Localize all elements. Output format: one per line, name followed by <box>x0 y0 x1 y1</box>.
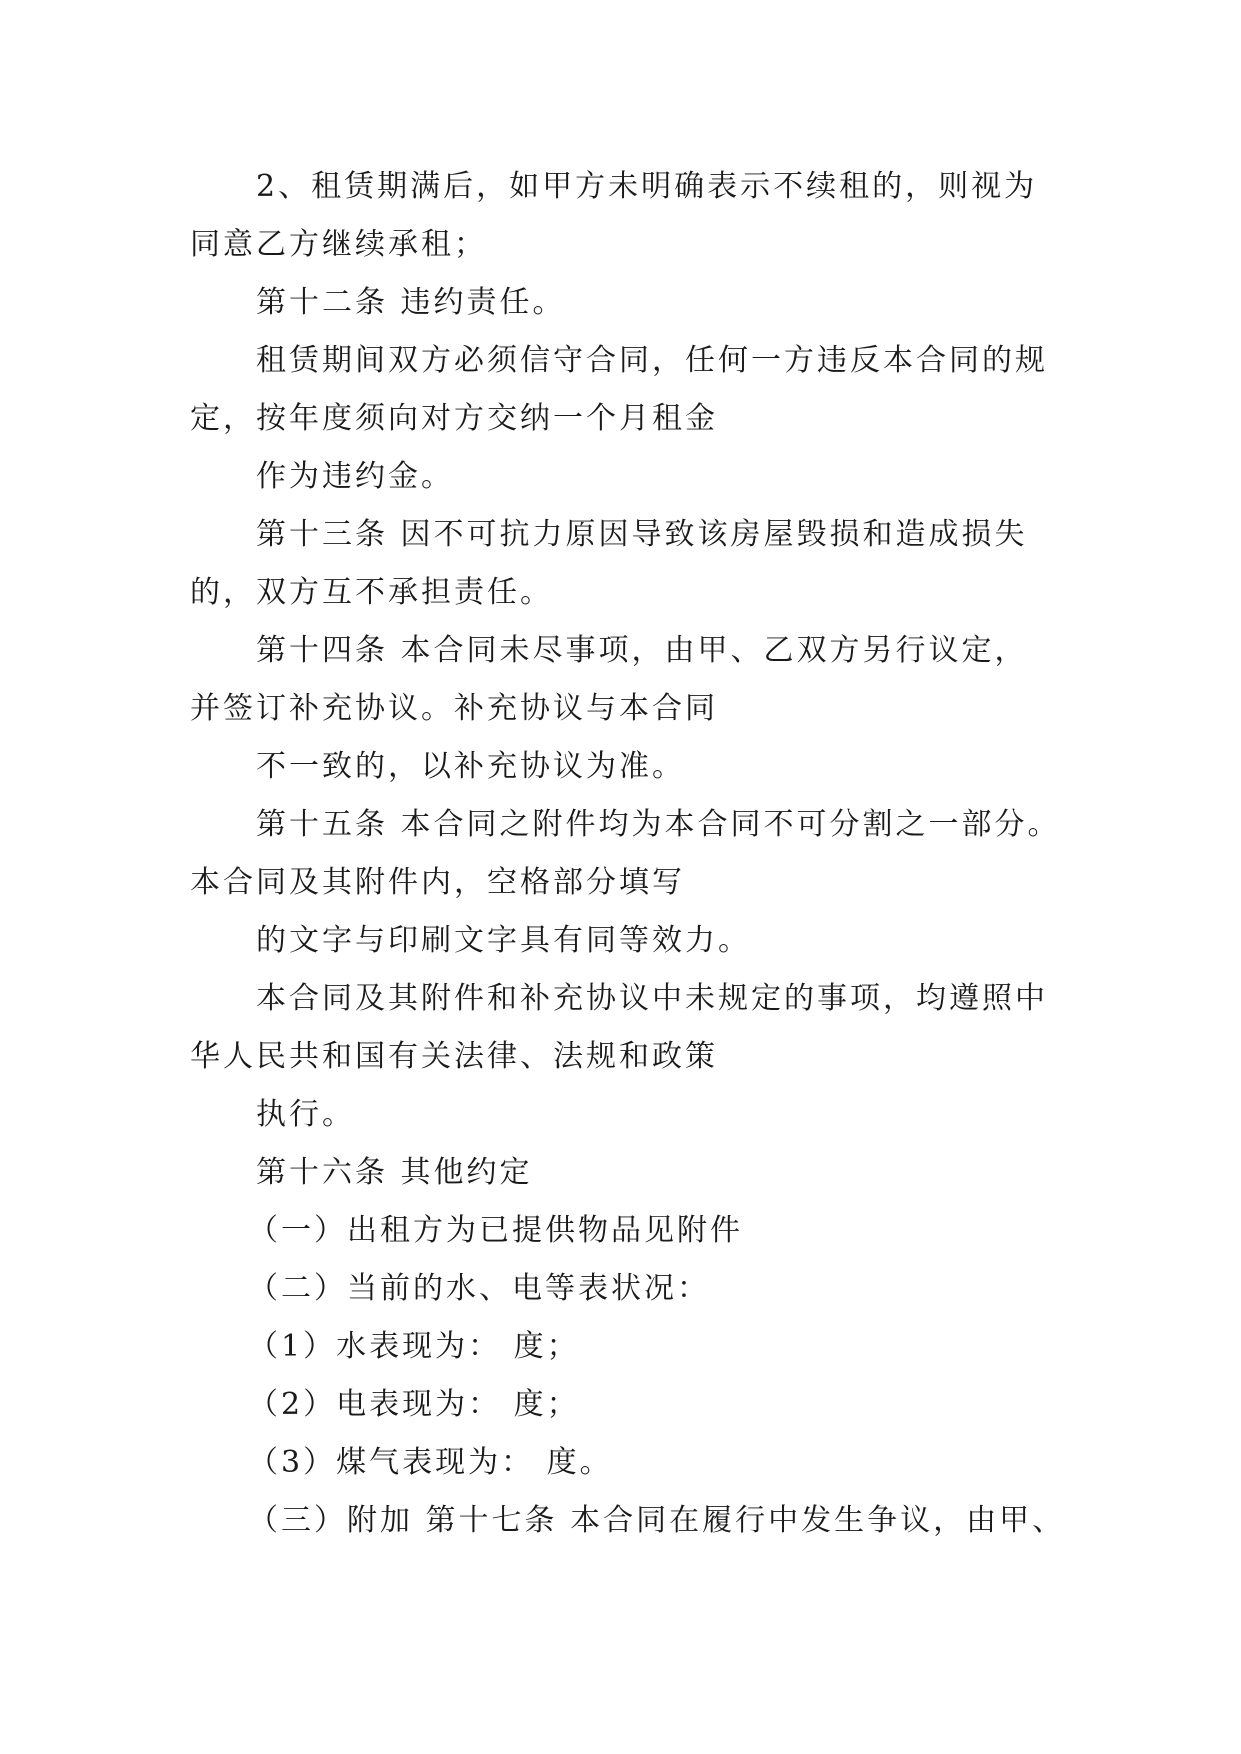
article-heading: 第十六条 其他约定 <box>256 1155 533 1190</box>
paragraph-line: 的文字与印刷文字具有同等效力。 <box>256 923 751 958</box>
paragraph-line: 的，双方互不承担责任。 <box>190 575 553 610</box>
article-heading: 第十五条 本合同之附件均为本合同不可分割之一部分。 <box>256 807 1061 842</box>
paragraph-line: 并签订补充协议。补充协议与本合同 <box>190 691 718 726</box>
paragraph-line: 2、租赁期满后，如甲方未明确表示不续租的，则视为 <box>256 169 1038 204</box>
list-item: （三）附加 第十七条 本合同在履行中发生争议，由甲、 <box>248 1503 1066 1538</box>
paragraph-line: 同意乙方继续承租； <box>190 227 487 262</box>
list-item: （3）煤气表现为： 度。 <box>248 1445 613 1480</box>
list-item: （二）当前的水、电等表状况： <box>248 1271 710 1306</box>
article-heading: 第十四条 本合同未尽事项，由甲、乙双方另行议定， <box>256 633 1028 668</box>
article-heading: 第十二条 违约责任。 <box>256 285 566 320</box>
paragraph-line: 本合同及其附件和补充协议中未规定的事项，均遵照中 <box>256 981 1048 1016</box>
paragraph-line: 不一致的，以补充协议为准。 <box>256 749 685 784</box>
paragraph-line: 作为违约金。 <box>256 459 454 494</box>
contract-text <box>190 158 1070 1550</box>
list-item: （2）电表现为： 度； <box>248 1387 580 1422</box>
paragraph-line: 华人民共和国有关法律、法规和政策 <box>190 1039 718 1074</box>
paragraph-line: 租赁期间双方必须信守合同，任何一方违反本合同的规 <box>256 343 1048 378</box>
list-item: （1）水表现为： 度； <box>248 1329 580 1364</box>
paragraph-line: 本合同及其附件内，空格部分填写 <box>190 865 685 900</box>
paragraph-line: 定，按年度须向对方交纳一个月租金 <box>190 401 718 436</box>
list-item: （一）出租方为已提供物品见附件 <box>248 1213 743 1248</box>
paragraph-line: 执行。 <box>256 1097 355 1132</box>
article-heading: 第十三条 因不可抗力原因导致该房屋毁损和造成损失 <box>256 517 1028 552</box>
